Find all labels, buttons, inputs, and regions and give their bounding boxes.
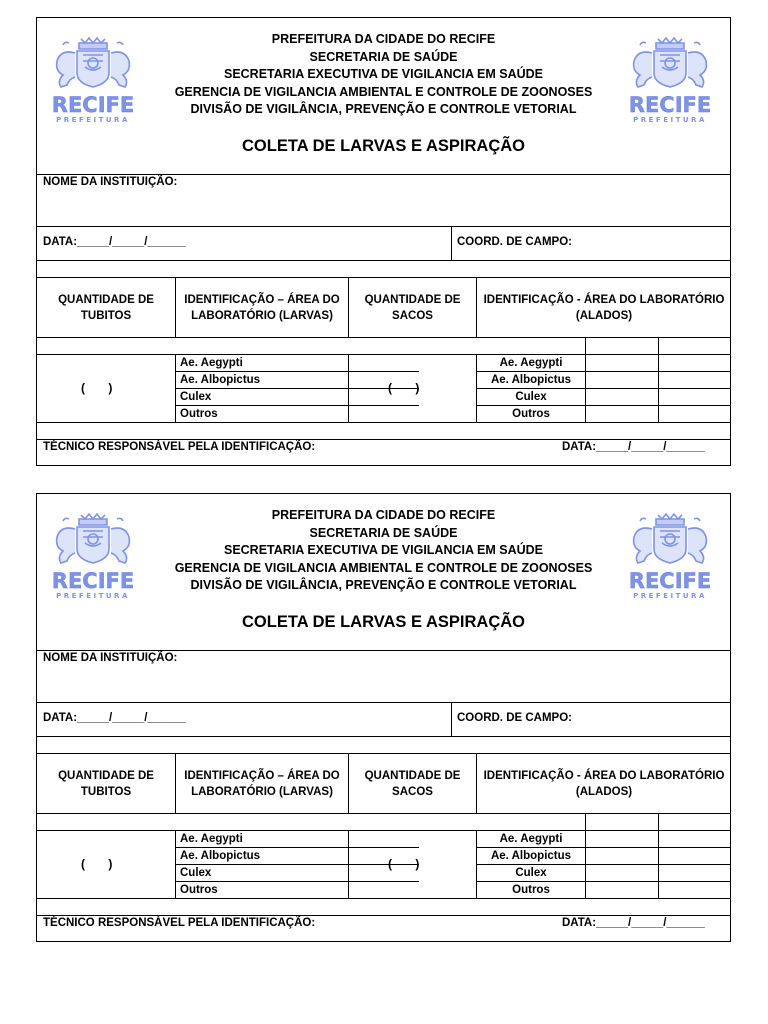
larvas-species: Ae. Aegypti: [180, 833, 243, 845]
sacos-quantity: ( ): [388, 857, 420, 871]
coord-label: COORD. DE CAMPO:: [457, 712, 572, 724]
row-divider: [37, 736, 730, 737]
header-tubitos: QUANTIDADE DE TUBITOS: [58, 769, 154, 798]
header-line: GERENCIA DE VIGILANCIA AMBIENTAL E CONTROLE DE ZOONOSES: [174, 560, 593, 575]
header-alados: IDENTIFICAÇÃO - ÁREA DO LABORATÓRIO (ALADOS): [483, 293, 725, 322]
form-header: [37, 494, 730, 650]
row-divider: [37, 702, 730, 703]
alados-species: Culex: [515, 867, 547, 879]
logo-word: RECIFE: [51, 569, 135, 593]
alados-species: Ae. Albopictus: [490, 850, 572, 862]
col-divider: [658, 337, 659, 422]
alados-species: Ae. Albopictus: [490, 374, 572, 386]
row-divider: [37, 174, 730, 175]
header-sacos: QUANTIDADE DE SACOS: [364, 769, 461, 798]
institution-label: NOME DA INSTITUIÇÃO:: [43, 652, 178, 664]
header-alados: IDENTIFICAÇÃO - ÁREA DO LABORATÓRIO (ALADOS): [483, 769, 725, 798]
tecnico-label: TÉCNICO RESPONSÁVEL PELA IDENTIFICAÇÃO:: [43, 917, 316, 929]
recife-coat-of-arms-icon: [626, 511, 714, 601]
form-title: COLETA DE LARVAS E ASPIRAÇÃO: [242, 613, 525, 631]
row-divider: [37, 439, 730, 440]
recife-coat-of-arms-icon: [626, 35, 714, 125]
sacos-quantity: ( ): [388, 381, 420, 395]
alados-species: Culex: [515, 391, 547, 403]
row-divider: [37, 650, 730, 651]
recife-logo-right: [626, 35, 714, 125]
collection-form-2: [36, 493, 731, 942]
alados-species: Ae. Aegypti: [499, 833, 563, 845]
alados-species: Ae. Aegypti: [499, 357, 563, 369]
alados-species: Outros: [512, 408, 550, 420]
row-divider: [37, 422, 730, 423]
form-header: [37, 18, 730, 174]
logo-sub: PREFEITURA: [56, 592, 130, 600]
header-line: DIVISÃO DE VIGILÂNCIA, PREVENÇÃO E CONTROLE VETORIAL: [190, 102, 577, 117]
row-divider: [37, 260, 730, 261]
date-label: DATA:_____/_____/______: [43, 236, 186, 248]
logo-word: RECIFE: [628, 93, 712, 117]
footer-date-label: DATA:_____/_____/______: [562, 917, 705, 929]
header-sacos: QUANTIDADE DE SACOS: [364, 293, 461, 322]
row-divider: [175, 388, 419, 389]
header-line: GERENCIA DE VIGILANCIA AMBIENTAL E CONTROLE DE ZOONOSES: [174, 84, 593, 99]
tubitos-quantity: ( ): [81, 381, 113, 395]
col-divider: [658, 813, 659, 898]
header-line: PREFEITURA DA CIDADE DO RECIFE: [271, 32, 496, 46]
header-line: SECRETARIA DE SAÚDE: [309, 49, 458, 64]
tecnico-label: TÉCNICO RESPONSÁVEL PELA IDENTIFICAÇÃO:: [43, 441, 316, 453]
recife-logo-right: [626, 511, 714, 601]
date-label: DATA:_____/_____/______: [43, 712, 186, 724]
larvas-species: Culex: [180, 867, 212, 879]
row-divider: [37, 898, 730, 899]
col-divider: [585, 337, 586, 422]
logo-sub: PREFEITURA: [56, 116, 130, 124]
larvas-species: Ae. Albopictus: [180, 850, 261, 862]
collection-form-1: [36, 17, 731, 466]
larvas-species: Ae. Aegypti: [180, 357, 243, 369]
tubitos-quantity: ( ): [81, 857, 113, 871]
header-tubitos: QUANTIDADE DE TUBITOS: [58, 293, 154, 322]
logo-word: RECIFE: [628, 569, 712, 593]
row-divider: [37, 354, 730, 355]
header-line: SECRETARIA EXECUTIVA DE VIGILANCIA EM SAÚDE: [223, 67, 543, 82]
logo-word: RECIFE: [51, 93, 135, 117]
institution-label: NOME DA INSTITUIÇÃO:: [43, 176, 178, 188]
col-divider: [451, 226, 452, 260]
alados-species: Outros: [512, 884, 550, 896]
larvas-species: Outros: [180, 884, 218, 896]
header-line: DIVISÃO DE VIGILÂNCIA, PREVENÇÃO E CONTROLE VETORIAL: [190, 578, 577, 593]
row-divider: [37, 337, 730, 338]
coord-label: COORD. DE CAMPO:: [457, 236, 572, 248]
row-divider: [37, 830, 730, 831]
header-larvas: IDENTIFICAÇÃO – ÁREA DO LABORATÓRIO (LARVAS): [184, 293, 340, 322]
header-line: SECRETARIA DE SAÚDE: [309, 525, 458, 540]
col-divider: [585, 813, 586, 898]
header-line: PREFEITURA DA CIDADE DO RECIFE: [271, 508, 496, 522]
col-divider: [451, 702, 452, 736]
logo-sub: PREFEITURA: [633, 592, 707, 600]
row-divider: [37, 226, 730, 227]
logo-sub: PREFEITURA: [633, 116, 707, 124]
header-line: SECRETARIA EXECUTIVA DE VIGILANCIA EM SAÚDE: [223, 543, 543, 558]
larvas-species: Culex: [180, 391, 212, 403]
row-divider: [37, 813, 730, 814]
form-title: COLETA DE LARVAS E ASPIRAÇÃO: [242, 137, 525, 155]
footer-date-label: DATA:_____/_____/______: [562, 441, 705, 453]
row-divider: [175, 864, 419, 865]
larvas-species: Outros: [180, 408, 218, 420]
larvas-species: Ae. Albopictus: [180, 374, 261, 386]
row-divider: [37, 915, 730, 916]
header-larvas: IDENTIFICAÇÃO – ÁREA DO LABORATÓRIO (LARVAS): [184, 769, 340, 798]
